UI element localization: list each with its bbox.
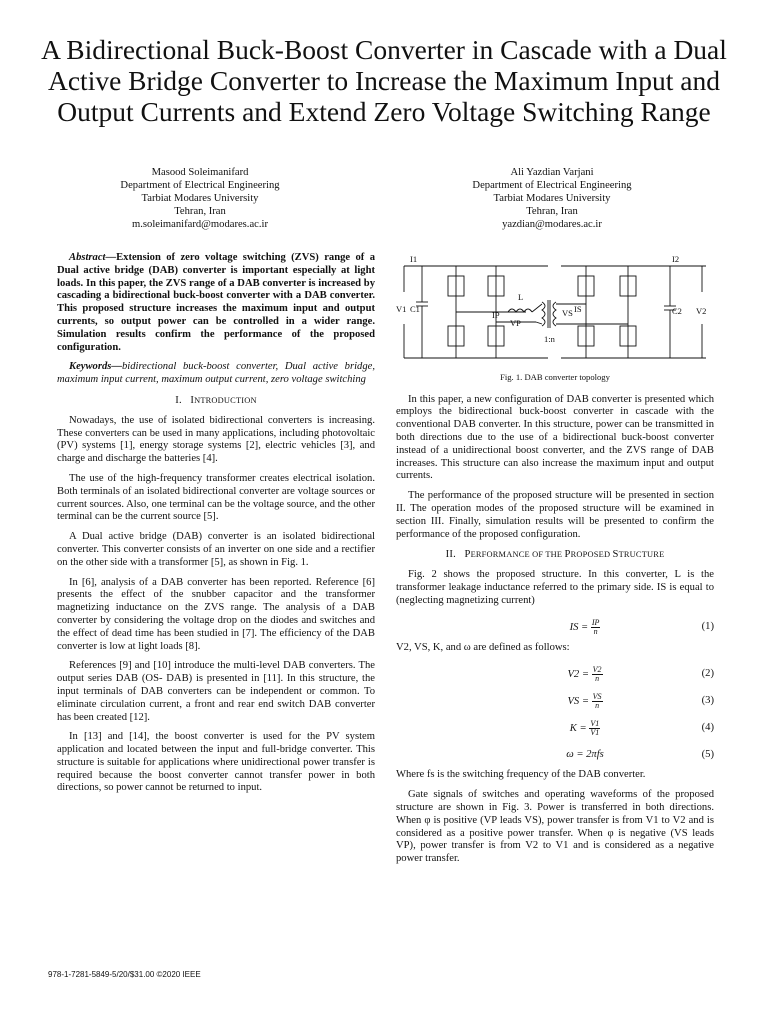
label-v1: V1 — [396, 304, 407, 314]
body-paragraph: Gate signals of switches and operating waveforms of the proposed structure are shown in Fig. 3. Power is transferred in both directions. When φ is positive (VP leads VS), power transfer is from V1 to V2 and is considered as a positive power transfer. When φ is negative (VS leads VP), power transfer is from V2 to V1 and is considered as a negative power transfer. — [396, 789, 714, 865]
keywords-label: Keywords — [69, 361, 112, 373]
section-title-initial: I — [190, 394, 195, 406]
intro-paragraph: A Dual active bridge (DAB) converter is an isolated bidirectional converter. This converter consists of an inverter on one side and a rectifier on the other side with a transformer [5], as shown in Fig. 1. — [57, 531, 375, 568]
section-title-initial: P — [564, 549, 571, 561]
label-i1: I1 — [410, 254, 418, 264]
equation-lhs: K = — [569, 722, 587, 734]
equation-lhs: IS = — [569, 621, 589, 633]
body-paragraph: Fig. 2 shows the proposed structure. In this converter, L is the transformer leakage inductance referred to the primary side. IS is equal to (neglecting magnetizing current) — [396, 569, 714, 606]
equation-numerator: IP — [591, 618, 600, 628]
equation-1 — [396, 615, 714, 641]
author-block-2 — [432, 166, 672, 231]
equation-2 — [396, 661, 714, 687]
body-paragraph: In this paper, a new configuration of DAB converter is presented which employs the bidirectional buck-boost converter in cascade with the conventional DAB converter. In this structure, power can be transmitted in both directions due to the use of a bidirectional buck-boost converter instead of a unidirectional boost converter, and the ZVS range of DAB increases. This structure can also increase the maximum input and output currents. — [396, 393, 714, 482]
section-title-part: ERFORMANCE OF THE — [470, 550, 565, 560]
equation-number: (5) — [701, 748, 714, 760]
abstract: Abstract—Extension of zero voltage switching (ZVS) range of a Dual active bridge (DAB) converter is important especially at light loads. In this paper, the ZVS range of a DAB converter is increased by cascading a bidirectional buck-boost converter with a DAB converter. This proposed structure increases the maximum input and output currents, so output power can be controlled in a wider range. Simulation results confirm the performance of the proposed configuration. — [57, 252, 375, 353]
intro-paragraph: References [9] and [10] introduce the multi-level DAB converters. The output series DAB (OS- DAB) is presented in [11]. In this structure, the input terminals of DAB converters can be independent or common. To eliminate circulation current, a front and rear end switch DAB converter has been created [12]. — [57, 660, 375, 723]
label-l: L — [518, 292, 524, 302]
abstract-text: Extension of zero voltage switching (ZVS) range of a Dual active bridge (DAB) converter is important especially at light loads. In this paper, the ZVS range of a DAB converter is increased by cascading a bidirectional buck-boost converter with a DAB converter. This proposed structure increases the maximum input and output currents, so output power can be controlled in a wider range. Simulation results confirm the performance of the proposed configuration. — [57, 252, 375, 353]
label-is: IS — [574, 304, 582, 314]
intro-paragraph: In [6], analysis of a DAB converter has been reported. Reference [6] presents the effect of the snubber capacitor and the transformer magnetizing inductance on the ZVS range. The analysis of a DAB converter by considering the voltage drop on the diodes and switches and the effect of dead time has been studied in [7]. The efficiency of the DAB converter is low at light loads [8]. — [57, 576, 375, 652]
left-column — [57, 252, 375, 802]
equation-number: (1) — [701, 621, 714, 633]
where-line: Where fs is the switching frequency of the DAB converter. — [396, 769, 646, 781]
section-number: I. — [175, 394, 182, 406]
author-university: Tarbiat Modares University — [141, 193, 259, 204]
label-v2: V2 — [696, 306, 707, 316]
intro-paragraph: The use of the high-frequency transformer creates electrical isolation. Both terminals of an isolated bidirectional converter are voltage sources or current sources. Also, one terminal can be the voltage source, and the other terminal can be the current source [5]. — [57, 472, 375, 523]
section-title-initial: P — [464, 549, 471, 561]
label-c1: C1 — [410, 304, 420, 314]
label-ratio: 1:n — [544, 334, 555, 344]
figure-1-caption: Fig. 1. DAB converter topology — [500, 371, 610, 382]
section-title-part: TRUCTURE — [618, 550, 665, 560]
equation-number: (2) — [701, 667, 714, 679]
label-c2: C2 — [672, 306, 682, 316]
equation-number: (3) — [701, 694, 714, 706]
keywords: Keywords—bidirectional buck-boost converter, Dual active bridge, maximum input current, maximum output current, zero voltage switching — [57, 361, 375, 386]
right-column — [396, 252, 714, 873]
equation-denominator: V1 — [590, 727, 600, 737]
defined-line: V2, VS, K, and ω are defined as follows: — [396, 641, 570, 653]
paper-title: A Bidirectional Buck-Boost Converter in Cascade with a Dual Active Bridge Converter to Increase the Maximum Input and Output Currents and Extend Zero Voltage Switching Range — [41, 34, 727, 127]
equation-lhs: VS = — [567, 695, 590, 707]
author-university: Tarbiat Modares University — [493, 193, 611, 204]
section-title-part: ROPOSED — [570, 550, 613, 560]
author-email: yazdian@modares.ac.ir — [502, 219, 602, 230]
abstract-label: Abstract — [69, 252, 106, 263]
section-heading-introduction — [57, 395, 375, 408]
equation-3 — [396, 688, 714, 714]
equation-numerator: VS — [592, 691, 602, 701]
keywords-text: bidirectional buck-boost converter, Dual active bridge, maximum input current, maximum output current, zero voltage switching — [57, 361, 375, 386]
equation-number: (4) — [701, 721, 714, 733]
equation-numerator: V2 — [592, 664, 602, 674]
section-title-initial: S — [612, 549, 619, 561]
author-name: Masood Soleimanifard — [151, 167, 249, 178]
equation-4 — [396, 715, 714, 741]
equation-lhs: V2 = — [567, 668, 590, 680]
section-title-rest: NTRODUCTION — [194, 395, 257, 405]
equation-5 — [396, 742, 714, 768]
equation-numerator: V1 — [590, 718, 600, 728]
author-department: Department of Electrical Engineering — [472, 180, 632, 191]
dab-converter-topology-figure — [396, 252, 714, 364]
equation-denominator: n — [595, 700, 600, 710]
author-city: Tehran, Iran — [174, 206, 226, 217]
intro-paragraph: In [13] and [14], the boost converter is used for the PV system application and located between the input and full-bridge converter. This structure is suitable for applications where unidirectional power transfer is required because the boost converter cannot transfer power in both directions, so power cannot be returned to input. — [57, 731, 375, 794]
body-paragraph: The performance of the proposed structure will be presented in section II. The operation modes of the proposed structure will be examined in section III. Finally, simulation results will be presented to confirm the performance of the proposed configuration. — [396, 490, 714, 540]
section-heading-performance — [396, 549, 714, 562]
author-department: Department of Electrical Engineering — [120, 180, 280, 191]
label-vp: VP — [510, 318, 521, 328]
label-ip: IP — [492, 310, 500, 320]
intro-paragraph: Nowadays, the use of isolated bidirectional converters is increasing. These converters can be used in many applications, including photovoltaic (PV) systems [1], energy storage systems [2], electric vehicles [3], and charge and discharge the batteries [4]. — [57, 414, 375, 465]
equation-denominator: n — [593, 627, 598, 637]
section-number: II. — [445, 549, 456, 561]
author-name: Ali Yazdian Varjani — [510, 167, 594, 178]
author-city: Tehran, Iran — [526, 206, 578, 217]
label-vs: VS — [562, 308, 573, 318]
equation-lhs: ω = 2πfs — [566, 748, 604, 760]
author-email: m.soleimanifard@modares.ac.ir — [132, 219, 268, 230]
copyright-footer: 978-1-7281-5849-5/20/$31.00 ©2020 IEEE — [48, 970, 201, 979]
author-block-1 — [80, 166, 320, 231]
equation-denominator: n — [595, 673, 600, 683]
label-i2: I2 — [672, 254, 680, 264]
